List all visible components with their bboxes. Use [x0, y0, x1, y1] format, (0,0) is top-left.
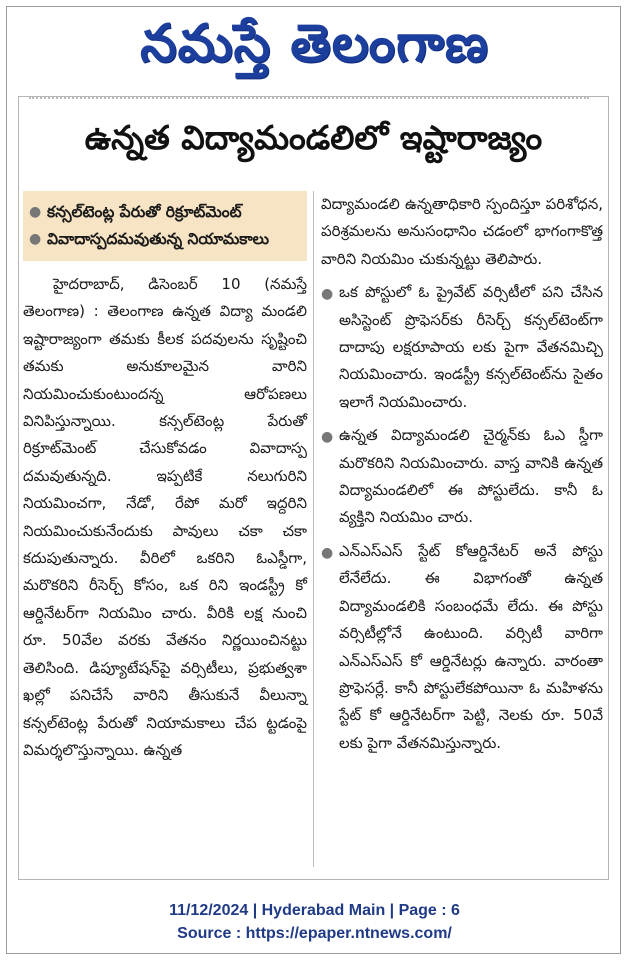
highlight-text: వివాదాస్పదమవుతున్న నియామకాలు	[47, 230, 270, 248]
list-item-text: ఒక పోస్టులో ఓ ప్రైవేట్ వర్సిటీలో పని చేసిన అసిస్టెంట్ ప్రొఫెసర్‌కు రీసెర్చ్ కన్సల్‌టెంట్‌గా దాదాపు లక్షరూపాయ లకు పైగా వేతనమిచ్చి నియమించారు. ఇండస్ట్రీ కన్సల్‌టెంట్‌ను సైతం ఇలాగే నియమించారు.	[339, 283, 603, 411]
bullet-icon: ●	[321, 544, 334, 561]
article-body-right-intro: విద్యామండలి ఉన్నతాధికారి స్పందిస్తూ పరిశోధన, పరిశ్రమలను అనుసంధానిం చడంలో భాగంగాకొత్త వారిని నియమిం చుకున్నట్టు తెలిపారు.	[321, 195, 603, 268]
bullet-icon: ●	[29, 204, 42, 220]
clipping-top-edge	[29, 97, 589, 107]
article-left-column	[23, 191, 307, 764]
highlight-item	[29, 226, 299, 253]
footer-source: Source : https://epaper.ntnews.com/	[177, 925, 452, 942]
article-clipping	[18, 96, 609, 880]
column-divider	[313, 191, 314, 867]
highlight-text: కన్సల్‌టెంట్ల పేరుతో రిక్రూట్‌మెంట్	[47, 203, 242, 221]
list-item	[321, 279, 603, 416]
newspaper-masthead: నమస్తే తెలంగాణ	[140, 14, 489, 74]
article-right-column	[321, 191, 603, 757]
highlight-item	[29, 199, 299, 226]
article-body-left: హైదరాబాద్, డిసెంబర్ 10 (నమస్తే తెలంగాణ) : తెలంగాణ ఉన్నత విద్యా మండలి ఇష్టారాజ్యంగా తమకు కీలక పదవులను సృష్టించి తమకు అనుకూలమైన వారిని నియమించుకుంటుందన్న ఆరోపణలు వినిపిస్తున్నాయి. కన్సల్‌టెంట్ల పేరుతో రిక్రూట్‌మెంట్ చేసుకోవడం వివాదాస్ప దమవుతున్నది. ఇప్పటికే నలుగురిని నియమించగా, నేడో, రేపో మరో ఇద్దరిని నియమించుకునేందుకు పావులు చకా చకా కదుపుతున్నారు. వీరిలో ఒకరిని ఓఎస్డీగా, మరొకరిని రీసెర్చ్ కోసం, ఒక రిని ఇండస్ట్రీ కో ఆర్డినేటర్‌గా నియమిం చారు. వీరికి లక్ష నుంచి రూ. 50వేల వరకు వేతనం నిర్ణయించినట్టు తెలిసింది. డిప్యూటేషన్‌పై వర్సిటీలు, ప్రభుత్వశా ఖల్లో పనిచేసే వారిని తీసుకునే వీలున్నా కన్సల్‌టెంట్ల పేరుతో నియామకాలు చేప ట్టడంపై విమర్శలొస్తున్నాయి. ఉన్నత	[23, 275, 307, 759]
list-item	[321, 422, 603, 532]
bullet-icon: ●	[321, 429, 334, 446]
article-headline: ఉన్నత విద్యామండలిలో ఇష్టారాజ్యం	[84, 118, 543, 157]
list-item-text: ఎన్ఎస్ఎస్ స్టేట్ కోఆర్డినేటర్ అనే పోస్టు లేనేలేదు. ఈ విభాగంతో ఉన్నత విద్యామండలికి సంబంధమే లేదు. ఈ పోస్టు వర్సిటీల్లోనే ఉంటుంది. వర్సిటీ వారిగా ఎన్ఎస్ఎస్ కో ఆర్డినేటర్లు ఉన్నారు. వారంతా ప్రొఫెసర్లే. కానీ పోస్టులేకపోయినా ఓ మహిళను స్టేట్ కో ఆర్డినేటర్‌గా పెట్టి, నెలకు రూ. 50వే లకు పైగా వేతనమిస్తున్నారు.	[339, 541, 603, 752]
list-item	[321, 538, 603, 757]
footer-edition-info: 11/12/2024 | Hyderabad Main | Page : 6	[169, 902, 460, 919]
bullet-icon: ●	[321, 286, 334, 303]
highlights-box	[23, 191, 307, 261]
list-item-text: ఉన్నత విద్యామండలి చైర్మన్‌కు ఓఎ స్డీగా మరొకరిని నియమించారు. వాస్త వానికి ఉన్నత విద్యామండలిలో ఈ పోస్టులేదు. కానీ ఓ వ్యక్తిని నియమిం చారు.	[339, 426, 603, 527]
bullet-icon: ●	[29, 231, 42, 247]
